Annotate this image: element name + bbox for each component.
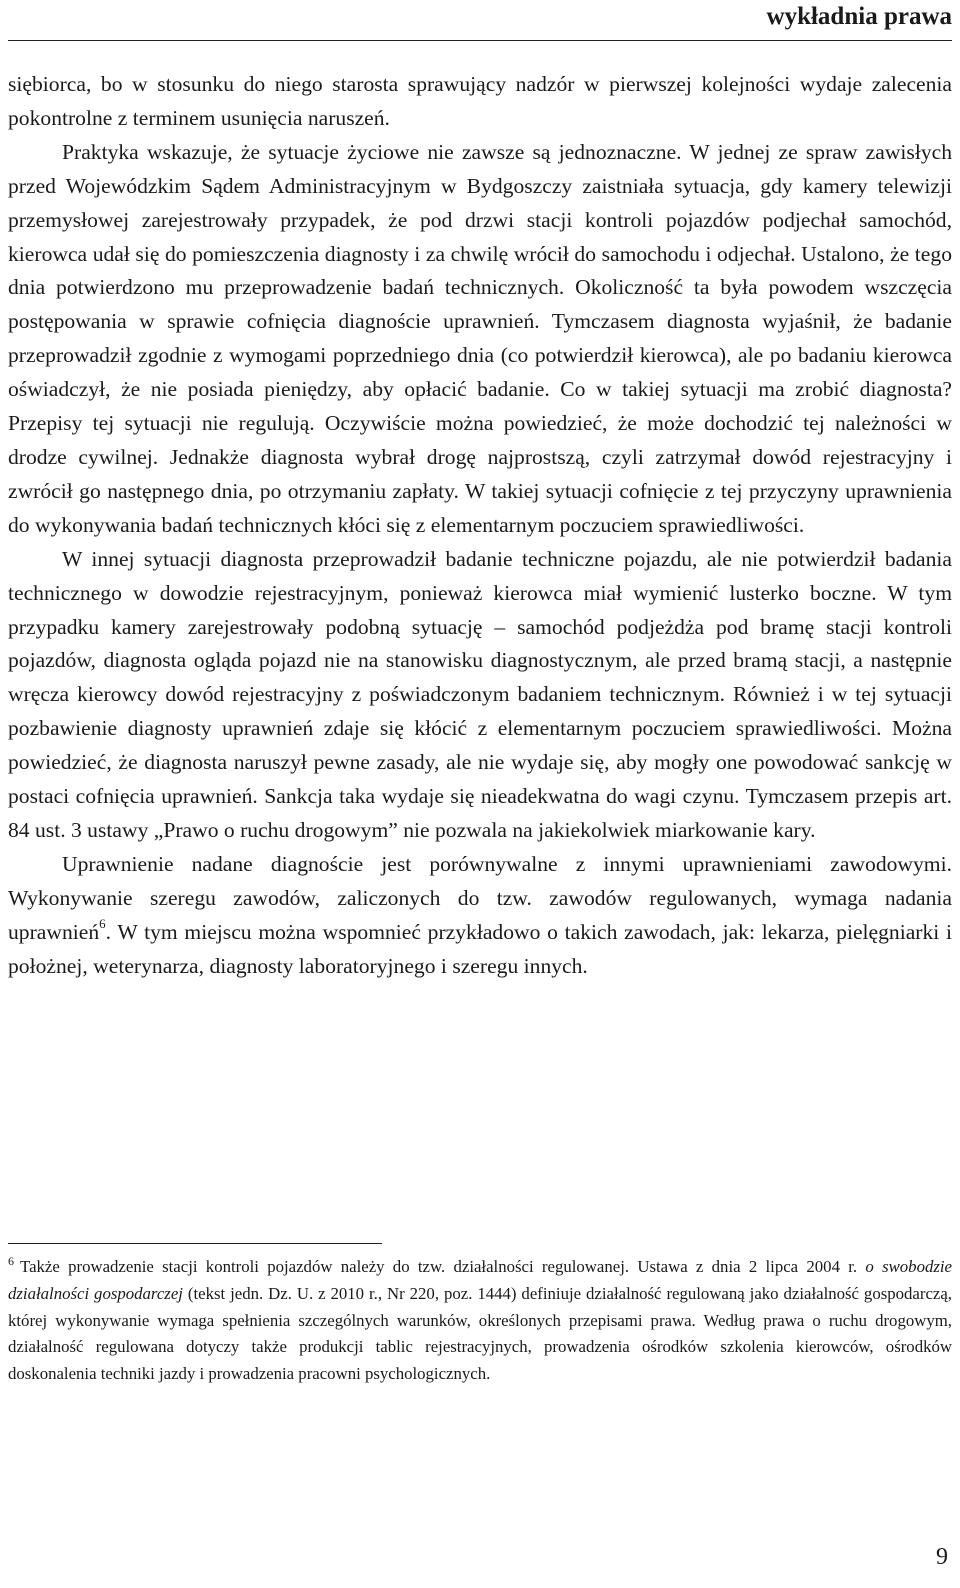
footnote-text-before: Także prowadzenie stacji kontroli pojazdów należy do tzw. działalności regulowanej. Ustawa z dnia 2 lipca 2004 r. (20, 1257, 866, 1276)
footnote-act-title: o swobodzie działalności gospodarczej (8, 1257, 952, 1303)
paragraph-4-text-after: . W tym miejscu można wspomnieć przykładowo o takich zawodach, jak: lekarza, pielęgniarki i położnej, weterynarza, diagnosty laboratoryjnego i szeregu innych. (8, 919, 952, 978)
section-title: wykładnia prawa (766, 3, 952, 30)
paragraph-4 (8, 848, 952, 984)
footnote (8, 1254, 952, 1388)
paragraph-3: W innej sytuacji diagnosta przeprowadził badanie techniczne pojazdu, ale nie potwierdził badania technicznego w dowodzie rejestracyjnym, ponieważ kierowca miał wymienić lusterko boczne. W tym przypadku kamery zarejestrowały podobną sytuację – samochód podjeżdża pod bramę stacji kontroli pojazdów, diagnosta ogląda pojazd nie na stanowisku diagnostycznym, ale przed bramą stacji, a następnie wręcza kierowcy dowód rejestracyjny z poświadczonym badaniem technicznym. Również i w tej sytuacji pozbawienie diagnosty uprawnień zdaje się kłócić z elementarnym poczuciem sprawiedliwości. Można powiedzieć, że diagnosta naruszył pewne zasady, ale nie wydaje się, aby mogły one powodować sankcję w postaci cofnięcia uprawnień. Sankcja taka wydaje się nieadekwatna do wagi czynu. Tymczasem przepis art. 84 ust. 3 ustawy „Prawo o ruchu drogowym” nie pozwala na jakiekolwiek miarkowanie kary. (8, 546, 952, 842)
page-number: 9 (936, 1544, 948, 1570)
paragraph-2: Praktyka wskazuje, że sytuacje życiowe nie zawsze są jednoznaczne. W jednej ze spraw zawisłych przed Wojewódzkim Sądem Administracyjnym w Bydgoszczy zaistniała sytuacja, gdy kamery telewizji przemysłowej zarejestrowały przypadek, że pod drzwi stacji kontroli pojazdów podjechał samochód, kierowca udał się do pomieszczenia diagnosty i za chwilę wrócił do samochodu i odjechał. Ustalono, że tego dnia potwierdzono mu przeprowadzenie badań technicznych. Okoliczność ta była powodem wszczęcia postępowania w sprawie cofnięcia diagnoście uprawnień. Tymczasem diagnosta wyjaśnił, że badanie przeprowadził zgodnie z wymogami poprzedniego dnia (co potwierdził kierowca), ale po badaniu kierowca oświadczył, że nie posiada pieniędzy, aby opłacić badanie. Co w takiej sytuacji ma zrobić diagnosta? Przepisy tej sytuacji nie regulują. Oczywiście można powiedzieć, że może dochodzić tej należności w drodze cywilnej. Jednakże diagnosta wybrał drogę najprostszą, czyli zatrzymał dowód rejestracyjny i zwrócił go następnego dnia, po otrzymaniu zapłaty. W takiej sytuacji cofnięcie z tej przyczyny uprawnienia do wykonywania badań technicznych kłóci się z elementarnym poczuciem sprawiedliwości. (8, 139, 952, 537)
footnote-separator (8, 1243, 382, 1244)
paragraph-1: siębiorca, bo w stosunku do niego starosta sprawujący nadzór w pierwszej kolejności wydaje zalecenia pokontrolne z terminem usunięcia naruszeń. (8, 72, 952, 130)
running-header (8, 0, 952, 41)
footnote-number: 6 (8, 1254, 14, 1269)
footnote-reference[interactable]: 6 (99, 916, 106, 932)
footnote-text-after: (tekst jedn. Dz. U. z 2010 r., Nr 220, poz. 1444) definiuje działalność regulowaną jako działalność gospodarczą, której wykonywanie wymaga spełnienia szczególnych warunków, określonych przepisami prawa. Według prawa o ruchu drogowym, działalność regulowana dotyczy także produkcji tablic rejestracyjnych, prowadzenia ośrodków szkolenia kierowców, ośrodków doskonalenia techniki jazdy i prowadzenia pracowni psychologicznych. (8, 1283, 952, 1384)
main-text (8, 68, 952, 983)
paragraph-4-text-before: Uprawnienie nadane diagnoście jest porównywalne z innymi uprawnieniami zawodowymi. Wykonywanie szeregu zawodów, zaliczonych do tzw. zawodów regulowanych, wymaga nadania uprawnień (8, 851, 952, 944)
